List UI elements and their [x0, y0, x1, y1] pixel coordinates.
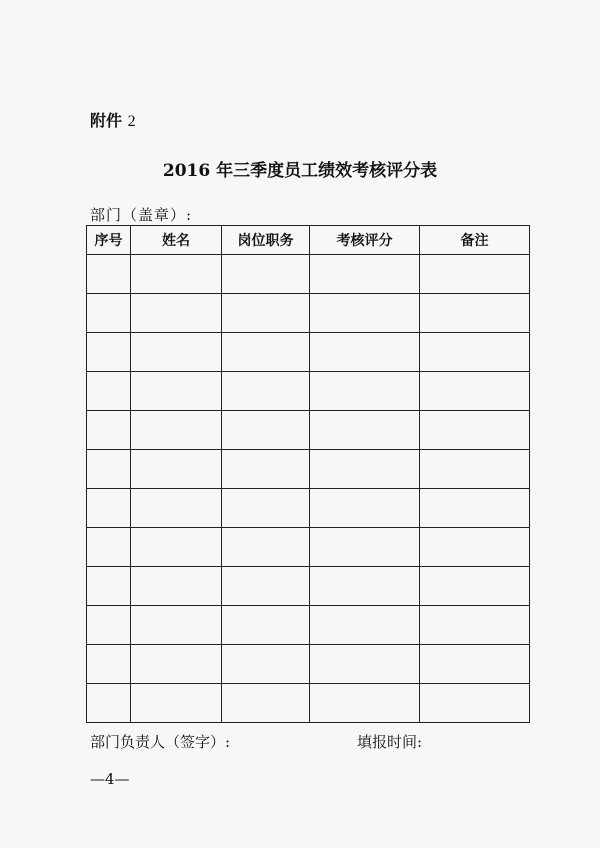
cell-remarks[interactable] — [420, 567, 530, 606]
cell-serial[interactable] — [87, 489, 131, 528]
cell-score[interactable] — [310, 567, 420, 606]
cell-position[interactable] — [222, 645, 310, 684]
cell-name[interactable] — [131, 606, 222, 645]
cell-score[interactable] — [310, 450, 420, 489]
cell-position[interactable] — [222, 606, 310, 645]
cell-name[interactable] — [131, 294, 222, 333]
header-remarks: 备注 — [420, 226, 530, 255]
cell-serial[interactable] — [87, 333, 131, 372]
cell-score[interactable] — [310, 489, 420, 528]
table-body — [87, 255, 530, 723]
cell-position[interactable] — [222, 372, 310, 411]
cell-serial[interactable] — [87, 684, 131, 723]
cell-serial[interactable] — [87, 255, 131, 294]
cell-position[interactable] — [222, 411, 310, 450]
cell-name[interactable] — [131, 528, 222, 567]
table-row — [87, 645, 530, 684]
cell-serial[interactable] — [87, 372, 131, 411]
cell-position[interactable] — [222, 333, 310, 372]
cell-name[interactable] — [131, 489, 222, 528]
table-row — [87, 411, 530, 450]
cell-serial[interactable] — [87, 645, 131, 684]
cell-name[interactable] — [131, 567, 222, 606]
table-row — [87, 372, 530, 411]
table-row — [87, 684, 530, 723]
cell-remarks[interactable] — [420, 333, 530, 372]
cell-position[interactable] — [222, 489, 310, 528]
cell-score[interactable] — [310, 255, 420, 294]
cell-remarks[interactable] — [420, 645, 530, 684]
cell-name[interactable] — [131, 255, 222, 294]
cell-score[interactable] — [310, 645, 420, 684]
header-position: 岗位职务 — [222, 226, 310, 255]
cell-name[interactable] — [131, 450, 222, 489]
cell-remarks[interactable] — [420, 255, 530, 294]
cell-name[interactable] — [131, 645, 222, 684]
cell-score[interactable] — [310, 372, 420, 411]
cell-position[interactable] — [222, 450, 310, 489]
table-row — [87, 255, 530, 294]
cell-remarks[interactable] — [420, 528, 530, 567]
cell-remarks[interactable] — [420, 372, 530, 411]
cell-position[interactable] — [222, 528, 310, 567]
header-score: 考核评分 — [310, 226, 420, 255]
evaluation-table — [86, 225, 530, 723]
cell-serial[interactable] — [87, 411, 131, 450]
table-row — [87, 333, 530, 372]
cell-score[interactable] — [310, 294, 420, 333]
cell-serial[interactable] — [87, 567, 131, 606]
cell-score[interactable] — [310, 333, 420, 372]
cell-name[interactable] — [131, 411, 222, 450]
page-number: —4— — [90, 770, 130, 788]
cell-serial[interactable] — [87, 294, 131, 333]
cell-name[interactable] — [131, 684, 222, 723]
table-row — [87, 606, 530, 645]
table-row — [87, 489, 530, 528]
fill-time-label: 填报时间: — [357, 733, 423, 751]
header-name: 姓名 — [131, 226, 222, 255]
table-row — [87, 294, 530, 333]
cell-position[interactable] — [222, 684, 310, 723]
header-serial: 序号 — [87, 226, 131, 255]
cell-score[interactable] — [310, 684, 420, 723]
cell-remarks[interactable] — [420, 450, 530, 489]
cell-position[interactable] — [222, 567, 310, 606]
attachment-label — [90, 108, 136, 131]
attachment-label-text: 附件 — [90, 111, 123, 130]
table-row — [87, 567, 530, 606]
cell-serial[interactable] — [87, 450, 131, 489]
cell-remarks[interactable] — [420, 294, 530, 333]
cell-name[interactable] — [131, 372, 222, 411]
cell-remarks[interactable] — [420, 684, 530, 723]
cell-remarks[interactable] — [420, 489, 530, 528]
cell-name[interactable] — [131, 333, 222, 372]
cell-score[interactable] — [310, 528, 420, 567]
cell-score[interactable] — [310, 606, 420, 645]
table-row — [87, 450, 530, 489]
cell-serial[interactable] — [87, 606, 131, 645]
cell-remarks[interactable] — [420, 411, 530, 450]
cell-remarks[interactable] — [420, 606, 530, 645]
department-seal-label: 部门（盖章）: — [90, 206, 193, 224]
cell-position[interactable] — [222, 255, 310, 294]
cell-position[interactable] — [222, 294, 310, 333]
table-row — [87, 528, 530, 567]
cell-serial[interactable] — [87, 528, 131, 567]
dept-head-signature-label: 部门负责人（签字）: — [90, 733, 231, 751]
cell-score[interactable] — [310, 411, 420, 450]
page-title: 2016 年三季度员工绩效考核评分表 — [162, 161, 438, 181]
table-header-row — [87, 226, 530, 255]
attachment-number: 2 — [127, 113, 136, 130]
